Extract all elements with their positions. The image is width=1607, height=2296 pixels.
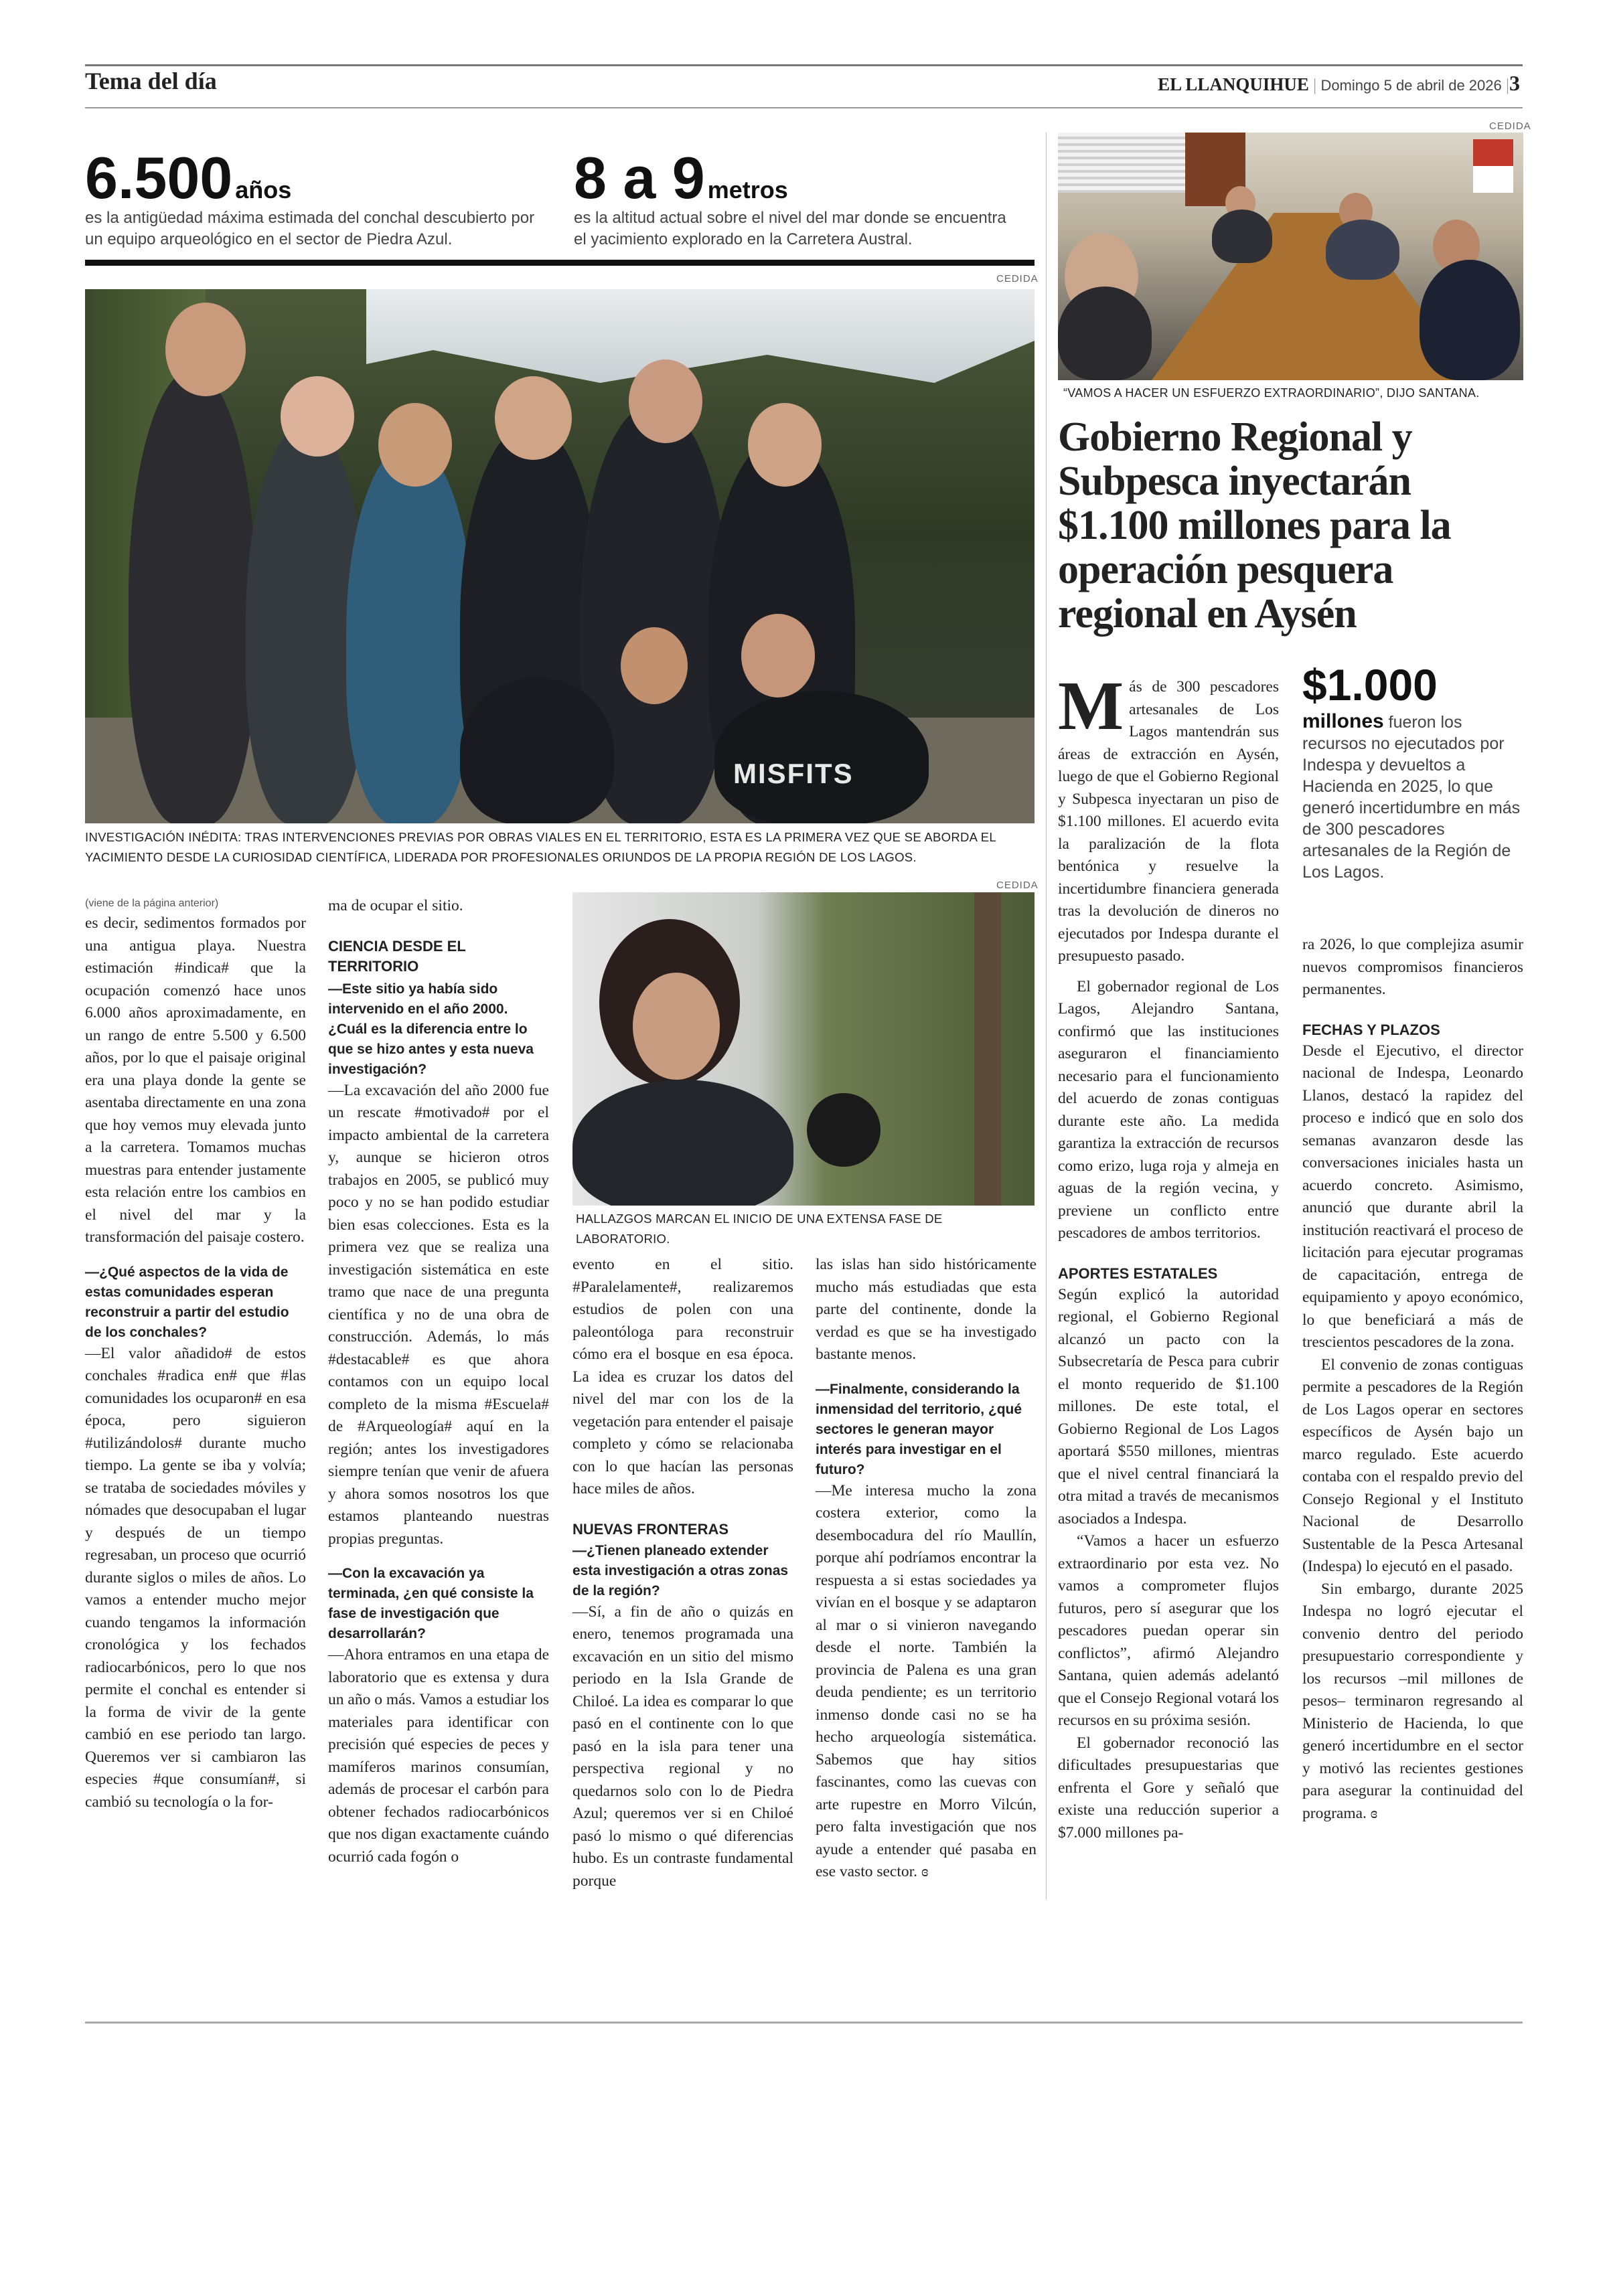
article2-column-2 xyxy=(1302,934,1523,1825)
article2-headline: Gobierno Regional y Subpesca inyectarán $1.100 millones para la operación pesquera regional en Aysén xyxy=(1058,414,1451,637)
fact-box xyxy=(1302,660,1523,883)
continued-note: (viene de la página anterior) xyxy=(85,898,219,909)
end-mark: ɞ xyxy=(921,1863,929,1880)
stat-unit: años xyxy=(235,176,292,203)
stat-unit: metros xyxy=(707,176,788,203)
article2-column-1 xyxy=(1058,667,1279,1844)
tree-trunk xyxy=(974,892,1001,1206)
lab-photo xyxy=(572,892,1035,1206)
photo-credit: CEDIDA xyxy=(996,880,1039,891)
fact-unit: millones xyxy=(1302,710,1384,732)
paragraph: es decir, sedimentos formados por una antigua playa. Nuestra estimación #indica# que la ocupación comenzó hace unos 6.000 años aproximadamente, en un rango de entre 5.500 y 6.500 años, por lo que el paisaje original era una playa donde la gente se asentaba directamente en una zona que hoy vemos muy elevada junto a la carretera. Tomamos muchas muestras para entender justamente esta relación entre los cambios en el nivel del mar y la transformación del paisaje costero. xyxy=(85,914,306,1246)
subheading: FECHAS Y PLAZOS xyxy=(1302,1021,1440,1038)
interview-question: —Con la excavación ya terminada, ¿en qué consiste la fase de investigación que desarrollarán? xyxy=(328,1566,534,1641)
subheading: NUEVAS FRONTERAS xyxy=(572,1520,729,1538)
paragraph: ma de ocupar el sitio. xyxy=(328,897,463,914)
paragraph-text: Sin embargo, durante 2025 Indespa no logró ejecutar el convenio dentro del periodo presupuestario correspondiente y los recursos –mil millones de pesos– terminaron regresando al Ministerio de Hacienda, lo que generó incertidumbre en el sector y motivó las recientes gestiones para asegurar la continuidad del programa. xyxy=(1302,1580,1523,1822)
article1-column-3 xyxy=(572,1254,793,1892)
drop-cap: M xyxy=(1058,667,1124,744)
subheading: APORTES ESTATALES xyxy=(1058,1264,1218,1282)
paragraph: —Sí, a fin de año o quizás en enero, tenemos programada una excavación en un sitio del mismo periodo en la Isla Grande de Chiloé. La idea es comparar lo que pasó en el continente con lo que pasó en la isla para tener una perspectiva regional y no quedarnos solo con lo de Piedra Azul; queremos ver si en Chiloé pasó lo mismo o qué diferencias hubo. Es un contraste fundamental porque xyxy=(572,1603,793,1890)
paragraph xyxy=(816,1480,1037,1884)
photo-credit: CEDIDA xyxy=(996,273,1039,284)
meeting-photo xyxy=(1058,133,1523,380)
fact-description: fueron los recursos no ejecutados por Indespa y devueltos a Hacienda en 2025, lo que generó incertidumbre en más de 300 pescadores artesanales de la Región de Los Lagos. xyxy=(1302,713,1521,882)
column-divider xyxy=(1046,133,1047,1900)
paragraph: ra 2026, lo que complejiza asumir nuevos compromisos financieros permanentes. xyxy=(1302,936,1523,998)
publication-date: Domingo 5 de abril de 2026 xyxy=(1320,77,1502,94)
header-rule xyxy=(85,107,1523,108)
paragraph: El gobernador reconoció las dificultades presupuestarias que enfrenta el Gore y señaló que existe una reducción superior a $7.000 millones pa- xyxy=(1058,1734,1279,1841)
bottom-rule xyxy=(85,2022,1523,2024)
subheading: CIENCIA DESDE EL TERRITORIO xyxy=(328,937,466,975)
paragraph: Desde el Ejecutivo, el director nacional de Indespa, Leonardo Llanos, destacó la rapidez del proceso e indicó que en solo dos semanas avanzaron desde las conversaciones iniciales hasta un acuerdo concreto. Asimismo, anunció que durante abril la institución reactivará el proceso de licitación para ejecutar programas de capacitación, entrega de equipamiento y apoyo económico, lo que beneficiará a más de trescientos pescadores de la zona. xyxy=(1302,1042,1523,1351)
photo-credit: CEDIDA xyxy=(1489,120,1531,132)
fact-text xyxy=(1302,711,1523,883)
paragraph: —Ahora entramos en una etapa de laboratorio que es extensa y dura un año o más. Vamos a estudiar los materiales para identificar con precisión qué especies de peces y mamíferos marinos consumían, además de procesar el carbón para obtener fechados radiocarbónicos que nos digan exactamente cuándo ocurrió cada fogón o xyxy=(328,1646,549,1866)
paragraph-text: —Me interesa mucho la zona costera exterior, como la desembocadura del río Maullín, porque ahí podríamos encontrar la respuesta a si estas sociedades ya vivían en el bosque y se adaptaron al mar o si vinieron navegando desde el norte. También la provincia de Palena es una gran deuda pendiente; es un territorio inmenso donde casi no se ha hecho arqueología sistemática. Sabemos que hay sitios fascinantes, como las cuevas con arte rupestre en Morro Vilcún, pero falta investigación que nos ayude a entender qué pasaba en ese vasto sector. xyxy=(816,1481,1037,1880)
paragraph: El convenio de zonas contiguas permite a pescadores de la Región de Los Lagos operar en sectores específicos de Aysén bajo un marco regulado. Este acuerdo contaba con el respaldo previo del Consejo Regional y el Instituto Nacional de Desarrollo Sustentable de la Pesca Artesanal (Indespa) lo ejecutó en el pasado. xyxy=(1302,1356,1523,1575)
section-title: Tema del día xyxy=(85,68,217,94)
page-number: 3 xyxy=(1509,71,1520,95)
stat-number: 8 a 9 xyxy=(574,145,705,211)
stat-number: 6.500 xyxy=(85,145,233,211)
paragraph: Según explicó la autoridad regional, el Gobierno Regional alcanzó un pacto con la Subsecretaría de Pesca para cubrir el monto requerido de $1.100 millones. De este total, el Gobierno Regional de Los Lagos aportará $550 millones, mientras que el nivel central financiará la otra mitad a través de mecanismos asociados a Indespa. xyxy=(1058,1285,1279,1528)
stat-description: es la altitud actual sobre el nivel del mar donde se encuentra el yacimiento explorado en la Carretera Austral. xyxy=(574,209,1006,248)
top-rule xyxy=(85,64,1523,66)
paragraph-text: ás de 300 pescadores artesanales de Los Lagos mantendrán sus áreas de extracción en Aysén, luego de que el Gobierno Regional y Subpesca inyectaran un piso de $1.100 millones. El acuerdo evita la paralización de la flota bentónica y resuelve la incertidumbre financiera generada tras la devolución de dineros no ejecutados por Indespa durante el presupuesto pasado. xyxy=(1058,678,1279,965)
stat-box-altitude xyxy=(574,145,1016,250)
paragraph: “Vamos a hacer un esfuerzo extraordinario por esta vez. No vamos a comprometer flujos futuros, pero sí asegurar que los pescadores puedan operar sin conflictos”, afirmó Alejandro Santana, quien además adelantó que el Consejo Regional votará los recursos en su próxima sesión. xyxy=(1058,1532,1279,1729)
flag xyxy=(1473,139,1513,193)
article1-column-2 xyxy=(328,895,549,1868)
glove xyxy=(807,1093,881,1167)
paragraph: El gobernador regional de Los Lagos, Alejandro Santana, confirmó que las instituciones aseguraron el financiamiento necesario para el funcionamiento del acuerdo de zonas contiguas durante este año. La medida garantiza la extracción de recursos como erizo, luga roja y almeja en aguas de la región vecina, y previene un conflicto entre pescadores de ambos territorios. xyxy=(1058,977,1279,1242)
stats-rule xyxy=(85,260,1035,266)
window-blinds xyxy=(1058,133,1192,193)
tent-canopy xyxy=(366,289,1035,383)
interview-question: —¿Qué aspectos de la vida de estas comunidades esperan reconstruir a partir del estudio de los conchales? xyxy=(85,1264,289,1340)
meeting-photo-caption: “VAMOS A HACER UN ESFUERZO EXTRAORDINARIO”, DIJO SANTANA. xyxy=(1063,386,1480,400)
stat-description: es la antigüedad máxima estimada del conchal descubierto por un equipo arqueológico en el sector de Piedra Azul. xyxy=(85,209,535,248)
paragraph xyxy=(1302,1578,1523,1825)
lab-photo-caption: HALLAZGOS MARCAN EL INICIO DE UNA EXTENSA FASE DE LABORATORIO. xyxy=(576,1212,943,1246)
group-photo xyxy=(85,289,1035,823)
end-mark: ɞ xyxy=(1370,1804,1378,1822)
shirt-print: MISFITS xyxy=(733,758,854,789)
lead-paragraph xyxy=(1058,667,1279,968)
paragraph: las islas han sido históricamente mucho más estudiadas que esta parte del continente, donde la verdad es que se ha investigado bastante menos. xyxy=(816,1256,1037,1363)
paragraph: —La excavación del año 2000 fue un rescate #motivado# por el impacto ambiental de la carretera y, aunque se hicieron otros trabajos en 2005, se publicó muy poco y no se han podido estudiar bien esas colecciones. Esta es la primera vez que se realiza una investigación sistemática en este tramo que nace de una pregunta científica y no de una obra de construcción. Además, lo más #destacable# es que ahora contamos con un equipo local completo de la misma #Escuela# de #Arqueología# aquí en la región; antes los investigadores siempre tenían que venir de afuera y ahora somos nosotros los que estamos planteando nuestras propias preguntas. xyxy=(328,1081,549,1548)
publication-name: EL LLANQUIHUE xyxy=(1158,74,1309,94)
interview-question: —Finalmente, considerando la inmensidad del territorio, ¿qué sectores le generan mayor interés para investigar en el futuro? xyxy=(816,1381,1022,1477)
masthead: EL LLANQUIHUE | Domingo 5 de abril de 2026 |3 xyxy=(1158,71,1520,95)
stat-box-years xyxy=(85,145,540,250)
paragraph: —El valor añadido# de estos conchales #radica en# que #las comunidades los ocuparon# en esa época, pero siguieron #utilizándolos# durante mucho tiempo. La gente se iba y volvía; se trataba de sociedades móviles y nómades que desocupaban el lugar y después de un tiempo regresaban, un proceso que ocurrió durante siglos o miles de años. Lo vamos a entender mucho mejor cuando tengamos la información cronológica y los fechados radiocarbónicos, pero lo que nos permite el conchal es entender si la forma de vivir de la gente cambió en ese periodo tan largo. Queremos ver si cambiaron las especies #que consumían#, si cambió su tecnología o la for- xyxy=(85,1344,306,1811)
interview-question: —Este sitio ya había sido intervenido en el año 2000. ¿Cuál es la diferencia entre lo que se hizo antes y esta nueva investigación? xyxy=(328,981,534,1077)
article1-column-1 xyxy=(85,895,306,1813)
fact-number: $1.000 xyxy=(1302,660,1438,710)
interview-question: —¿Tienen planeado extender esta investigación a otras zonas de la región? xyxy=(572,1542,789,1598)
paragraph: evento en el sitio. #Paralelamente#, realizaremos estudios de polen con una paleontóloga para reconstruir cómo era el bosque en esa época. La idea es cruzar los datos del nivel del mar con los de la vegetación para entender el paisaje completo y cómo se relacionaba con lo que hacían las personas hace miles de años. xyxy=(572,1256,793,1497)
article1-column-4 xyxy=(816,1254,1037,1884)
group-photo-caption: INVESTIGACIÓN INÉDITA: TRAS INTERVENCIONES PREVIAS POR OBRAS VIALES EN EL TERRITORIO, ESTA ES LA PRIMERA VEZ QUE SE ABORDA EL YACIMIENTO DESDE LA CURIOSIDAD CIENTÍFICA, LIDERADA POR PROFESIONALES ORIUNDOS DE LA PROPIA REGIÓN DE LOS LAGOS. xyxy=(85,830,996,864)
